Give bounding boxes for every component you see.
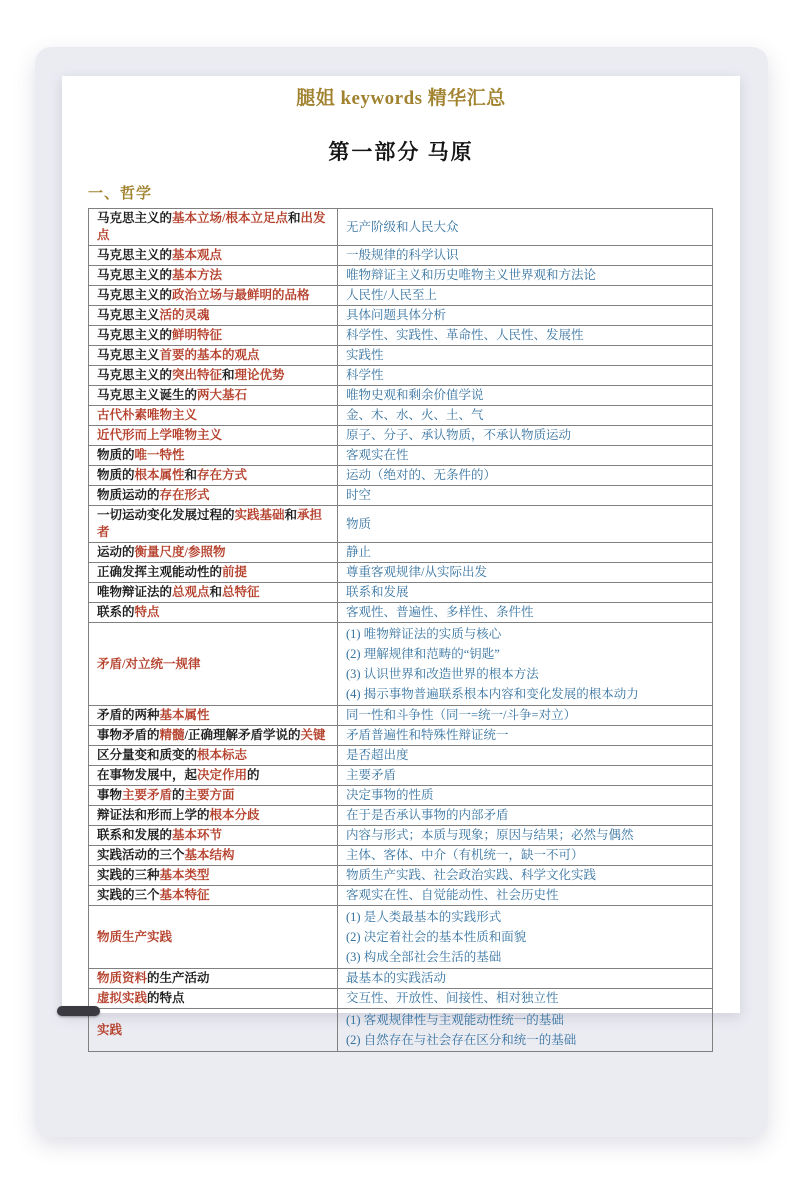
table-row [89,826,712,846]
keyword-cell [89,866,337,885]
keyword-text: 的特点 [147,991,185,1005]
keyword-highlight: 存在形式 [159,488,210,502]
keyword-highlight: 根本分歧 [209,808,260,822]
table-row [89,706,712,726]
keyword-cell [89,306,337,325]
part-heading: 第一部分 马原 [328,140,474,164]
definition-line: (2) 决定着社会的基本性质和面貌 [346,930,527,944]
definition-line: 最基本的实践活动 [346,971,447,985]
definition-line: 同一性和斗争性（同一=统一/斗争=对立） [346,708,577,722]
document-title: 腿姐 keywords 精华汇总 [296,88,506,109]
keyword-text: 马克思主义的 [97,368,173,382]
definition-line: (2) 自然存在与社会存在区分和统一的基础 [346,1033,577,1047]
definition-line: 物质生产实践、社会政治实践、科学文化实践 [346,868,597,882]
definition-line: 决定事物的性质 [346,788,434,802]
table-row [89,386,712,406]
keyword-highlight: 虚拟实践 [97,991,148,1005]
definition-cell [337,466,712,485]
table-row [89,543,712,563]
definition-line: (1) 客观规律性与主观能动性统一的基础 [346,1013,564,1027]
keyword-text: 的 [172,788,185,802]
definition-line: 金、木、水、火、土、气 [346,408,484,422]
definition-cell [337,366,712,385]
keyword-cell [89,326,337,345]
definition-cell [337,286,712,305]
keyword-highlight: 实践基础 [234,508,285,522]
table-row [89,306,712,326]
definition-line: 物质 [346,516,372,531]
table-row [89,246,712,266]
keyword-cell [89,1009,337,1051]
table-row [89,786,712,806]
keyword-text: 马克思主义诞生的 [97,388,198,402]
keyword-text: 和 [222,368,235,382]
keyword-highlight: 基本特征 [159,888,210,902]
keyword-highlight: 根本标志 [197,748,248,762]
keyword-highlight: 近代形而上学唯物主义 [97,428,223,442]
keyword-text: 实践的三个 [97,888,160,902]
definition-cell [337,426,712,445]
keyword-highlight: 基本结构 [184,848,235,862]
keyword-cell [89,346,337,365]
definition-cell [337,543,712,562]
keyword-cell [89,209,337,245]
table-row [89,806,712,826]
table-row [89,603,712,623]
keyword-highlight: 基本类型 [159,868,210,882]
keyword-cell [89,906,337,968]
definition-line: 科学性 [346,368,384,382]
keyword-cell [89,886,337,905]
definition-line: 在于是否承认事物的内部矛盾 [346,808,509,822]
keywords-table [88,208,713,1052]
definition-line: 主要矛盾 [346,768,397,782]
keyword-text: 和 [288,211,301,225]
keyword-text: 和 [184,468,198,482]
keyword-text: 和 [209,585,223,599]
definition-line: 是否超出度 [346,748,409,762]
keyword-text: 马克思主义的 [97,211,173,225]
keyword-highlight: 理论优势 [234,368,285,382]
definition-line: 内容与形式；本质与现象；原因与结果；必然与偶然 [346,828,634,842]
keyword-cell [89,466,337,485]
table-row [89,866,712,886]
definition-line: 主体、客体、中介（有机统一，缺一不可） [346,848,584,862]
definition-cell [337,766,712,785]
keyword-highlight: 主要矛盾 [122,788,173,802]
keyword-text: 实践活动的三个 [97,848,185,862]
definition-line: 实践性 [346,348,384,362]
definition-line: 时空 [346,488,372,502]
table-row [89,969,712,989]
table-row [89,366,712,386]
keyword-highlight: 前提 [222,565,248,579]
keyword-cell [89,786,337,805]
keyword-text: 事物矛盾的 [97,728,160,742]
keyword-text: 的生产活动 [147,971,210,985]
keyword-cell [89,543,337,562]
definition-cell [337,603,712,622]
keyword-text: 和 [284,508,298,522]
keyword-cell [89,746,337,765]
definition-line: (4) 揭示事物普遍联系根本内容和变化发展的根本动力 [346,687,639,701]
definition-cell [337,746,712,765]
keyword-cell [89,366,337,385]
table-row [89,346,712,366]
keyword-highlight: 基本立场/根本立足点 [172,211,288,225]
keyword-highlight: 存在方式 [197,468,248,482]
definition-line: 唯物史观和剩余价值学说 [346,388,484,402]
keyword-cell [89,246,337,265]
table-row [89,583,712,603]
keyword-text: 正确发挥主观能动性的 [97,565,223,579]
keyword-text: 一切运动变化发展过程的 [97,508,235,522]
document-page [62,76,740,1047]
definition-cell [337,583,712,602]
definition-cell [337,1009,712,1051]
keyword-cell [89,623,337,705]
definition-cell [337,246,712,265]
table-row [89,406,712,426]
keyword-highlight: 决定作用 [197,768,248,782]
keyword-cell [89,846,337,865]
definition-cell [337,866,712,885]
definition-cell [337,786,712,805]
definition-line: 科学性、实践性、革命性、人民性、发展性 [346,328,584,342]
definition-line: 客观实在性 [346,448,409,462]
document-card [35,47,768,1137]
table-row [89,989,712,1009]
keyword-highlight: 特点 [134,605,160,619]
definition-cell [337,446,712,465]
keyword-cell [89,426,337,445]
keyword-text: 马克思主义的 [97,248,173,262]
definition-cell [337,506,712,542]
definition-line: (1) 是人类最基本的实践形式 [346,910,502,924]
keyword-highlight: 矛盾/对立统一规律 [97,656,201,671]
definition-line: 唯物辩证主义和历史唯物主义世界观和方法论 [346,268,597,282]
keyword-text: 运动的 [97,545,135,559]
keyword-highlight: 物质资料 [97,971,148,985]
keyword-cell [89,406,337,425]
keyword-highlight: 物质生产实践 [97,929,173,944]
definition-line: 联系和发展 [346,585,409,599]
table-row [89,446,712,466]
keyword-text: 在事物发展中，起 [97,768,198,782]
definition-cell [337,306,712,325]
table-row [89,466,712,486]
keyword-cell [89,386,337,405]
table-row [89,563,712,583]
definition-line: 运动（绝对的、无条件的） [346,468,497,482]
keyword-text: 区分量变和质变的 [97,748,198,762]
keyword-cell [89,969,337,988]
keyword-highlight: 基本属性 [159,708,210,722]
definition-cell [337,706,712,725]
keyword-cell [89,563,337,582]
definition-line: (3) 认识世界和改造世界的根本方法 [346,667,539,681]
keyword-highlight: 衡量尺度/参照物 [134,545,226,559]
definition-cell [337,726,712,745]
definition-line: 尊重客观规律/从实际出发 [346,565,487,579]
keyword-highlight: 政治立场与最鲜明的品格 [172,288,310,302]
keyword-text: 物质的 [97,448,135,462]
definition-cell [337,826,712,845]
definition-line: 矛盾普遍性和特殊性辩证统一 [346,728,509,742]
definition-line: 原子、分子、承认物质，不承认物质运动 [346,428,572,442]
keyword-text: 马克思主义 [97,308,160,322]
definition-line: 客观实在性、自觉能动性、社会历史性 [346,888,559,902]
definition-cell [337,486,712,505]
definition-line: (2) 理解规律和范畴的“钥匙” [346,647,500,661]
keyword-cell [89,726,337,745]
definition-line: 客观性、普遍性、多样性、条件性 [346,605,534,619]
table-row [89,846,712,866]
keyword-highlight: 突出特征 [172,368,223,382]
definition-cell [337,989,712,1008]
table-row [89,326,712,346]
definition-cell [337,386,712,405]
keyword-text: 马克思主义的 [97,288,173,302]
definition-line: 人民性/人民至上 [346,288,437,302]
keyword-text: 辩证法和形而上学的 [97,808,210,822]
table-row [89,906,712,969]
definition-cell [337,906,712,968]
keyword-text: 联系和发展的 [97,828,173,842]
keyword-text: 矛盾的两种 [97,708,160,722]
keyword-highlight: 总观点 [172,585,210,599]
definition-cell [337,563,712,582]
definition-cell [337,209,712,245]
keyword-text: 的 [247,768,260,782]
table-row [89,209,712,246]
keyword-highlight: 承担者 [97,508,323,539]
keyword-cell [89,766,337,785]
definition-line: (1) 唯物辩证法的实质与核心 [346,627,502,641]
definition-cell [337,623,712,705]
keyword-highlight: 鲜明特征 [172,328,223,342]
keyword-highlight: 基本方法 [172,268,223,282]
keyword-highlight: 基本环节 [172,828,223,842]
keyword-highlight: 精髓 [159,728,185,742]
table-row [89,426,712,446]
definition-cell [337,806,712,825]
definition-cell [337,406,712,425]
keyword-highlight: 根本属性 [134,468,185,482]
keyword-text: 马克思主义 [97,348,160,362]
keyword-text: 马克思主义的 [97,328,173,342]
table-row [89,746,712,766]
definition-cell [337,346,712,365]
table-row [89,506,712,543]
table-row [89,486,712,506]
keyword-highlight: 出发点 [97,211,326,242]
keyword-highlight: 古代朴素唯物主义 [97,408,198,422]
keyword-text: 实践的三种 [97,868,160,882]
keyword-highlight: 主要方面 [184,788,235,802]
keyword-cell [89,603,337,622]
keyword-cell [89,706,337,725]
definition-cell [337,969,712,988]
keyword-text: /正确理解矛盾学说的 [184,728,301,742]
keyword-cell [89,989,337,1008]
definition-line: (3) 构成全部社会生活的基础 [346,950,502,964]
keyword-cell [89,446,337,465]
definition-cell [337,846,712,865]
keyword-cell [89,506,337,542]
keyword-highlight: 唯一特性 [134,448,185,462]
keyword-cell [89,583,337,602]
table-row [89,266,712,286]
keyword-text: 联系的 [97,605,135,619]
keyword-text: 物质的 [97,468,135,482]
keyword-cell [89,286,337,305]
keyword-text: 唯物辩证法的 [97,585,173,599]
table-row [89,1009,712,1052]
keyword-cell [89,826,337,845]
definition-line: 交互性、开放性、间接性、相对独立性 [346,991,559,1005]
keyword-text: 物质运动的 [97,488,160,502]
keyword-highlight: 两大基石 [197,388,248,402]
definition-cell [337,326,712,345]
definition-line: 无产阶级和人民大众 [346,219,459,234]
table-row [89,623,712,706]
scroll-progress-handle[interactable] [57,1006,100,1016]
definition-line: 静止 [346,545,372,559]
keyword-text: 事物 [97,788,123,802]
keyword-highlight: 关键 [300,728,326,742]
definition-cell [337,886,712,905]
keyword-highlight: 实践 [97,1022,123,1037]
table-row [89,766,712,786]
table-row [89,886,712,906]
keyword-highlight: 总特征 [222,585,260,599]
keyword-cell [89,266,337,285]
definition-line: 具体问题具体分析 [346,308,447,322]
table-row [89,726,712,746]
section-heading: 一、哲学 [88,186,153,202]
keyword-highlight: 基本观点 [172,248,223,262]
keyword-cell [89,806,337,825]
keyword-cell [89,486,337,505]
definition-line: 一般规律的科学认识 [346,248,459,262]
keyword-highlight: 首要的基本的观点 [159,348,260,362]
table-row [89,286,712,306]
definition-cell [337,266,712,285]
keyword-highlight: 活的灵魂 [159,308,210,322]
keyword-text: 马克思主义的 [97,268,173,282]
